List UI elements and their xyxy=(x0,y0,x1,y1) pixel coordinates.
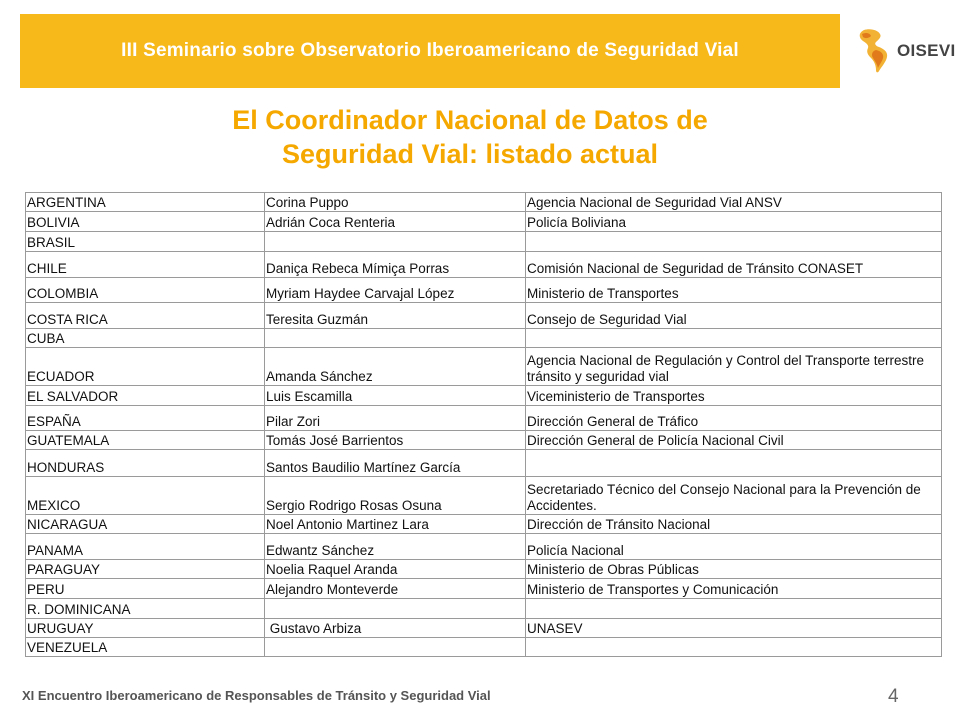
table-row xyxy=(26,232,942,252)
agency-cell: Comisión Nacional de Seguridad de Tránsito CONASET xyxy=(526,252,942,278)
title-line-1: El Coordinador Nacional de Datos de xyxy=(232,105,708,135)
agency-cell: UNASEV xyxy=(526,619,942,638)
agency-cell: Viceministerio de Transportes xyxy=(526,386,942,406)
agency-cell xyxy=(526,232,942,252)
table-row xyxy=(26,252,942,278)
agency-cell: Dirección de Tránsito Nacional xyxy=(526,515,942,534)
person-cell: Luis Escamilla xyxy=(265,386,526,406)
person-cell: Teresita Guzmán xyxy=(265,303,526,329)
coordinators-table xyxy=(25,192,942,657)
country-cell: CHILE xyxy=(26,252,265,278)
agency-cell: Policía Boliviana xyxy=(526,212,942,232)
country-cell: MEXICO xyxy=(26,477,265,515)
country-cell: URUGUAY xyxy=(26,619,265,638)
person-cell: Tomás José Barrientos xyxy=(265,431,526,450)
person-cell: Pilar Zori xyxy=(265,406,526,431)
country-cell: ARGENTINA xyxy=(26,193,265,212)
person-cell: Corina Puppo xyxy=(265,193,526,212)
table-row xyxy=(26,619,942,638)
table-row xyxy=(26,278,942,303)
person-cell: Alejandro Monteverde xyxy=(265,579,526,599)
country-cell: PARAGUAY xyxy=(26,560,265,579)
logo-text: OISEVI xyxy=(897,41,956,60)
person-cell: Santos Baudilio Martínez García xyxy=(265,450,526,477)
agency-cell: Dirección General de Tráfico xyxy=(526,406,942,431)
title-line-2: Seguridad Vial: listado actual xyxy=(281,139,659,169)
person-cell: Daniça Rebeca Mímiça Porras xyxy=(265,252,526,278)
person-cell: Myriam Haydee Carvajal López xyxy=(265,278,526,303)
country-cell: ECUADOR xyxy=(26,348,265,386)
agency-cell: Dirección General de Policía Nacional Civil xyxy=(526,431,942,450)
header-banner xyxy=(20,14,840,88)
table-row xyxy=(26,638,942,657)
country-cell: EL SALVADOR xyxy=(26,386,265,406)
person-cell: Edwantz Sánchez xyxy=(265,534,526,560)
agency-cell: Ministerio de Obras Públicas xyxy=(526,560,942,579)
country-cell: VENEZUELA xyxy=(26,638,265,657)
table-row xyxy=(26,193,942,212)
person-cell: Noel Antonio Martinez Lara xyxy=(265,515,526,534)
page-number: 4 xyxy=(888,686,899,707)
agency-cell: Secretariado Técnico del Consejo Nacional para la Prevención de Accidentes. xyxy=(526,477,942,515)
country-cell: COSTA RICA xyxy=(26,303,265,329)
agency-cell xyxy=(526,638,942,657)
page-title xyxy=(60,103,880,171)
table-row xyxy=(26,212,942,232)
agency-cell: Ministerio de Transportes y Comunicación xyxy=(526,579,942,599)
table-row xyxy=(26,406,942,431)
person-cell: Noelia Raquel Aranda xyxy=(265,560,526,579)
agency-cell xyxy=(526,599,942,619)
table-row xyxy=(26,599,942,619)
country-cell: NICARAGUA xyxy=(26,515,265,534)
agency-cell: Consejo de Seguridad Vial xyxy=(526,303,942,329)
oisevi-logo xyxy=(850,14,960,88)
table-row xyxy=(26,560,942,579)
agency-cell: Policía Nacional xyxy=(526,534,942,560)
country-cell: GUATEMALA xyxy=(26,431,265,450)
person-cell: Amanda Sánchez xyxy=(265,348,526,386)
agency-cell xyxy=(526,450,942,477)
table-row xyxy=(26,348,942,386)
person-cell xyxy=(265,232,526,252)
footer-text: XI Encuentro Iberoamericano de Responsables de Tránsito y Seguridad Vial xyxy=(22,688,491,703)
table-row xyxy=(26,477,942,515)
country-cell: BRASIL xyxy=(26,232,265,252)
table-row xyxy=(26,303,942,329)
agency-cell: Ministerio de Transportes xyxy=(526,278,942,303)
country-cell: R. DOMINICANA xyxy=(26,599,265,619)
table-row xyxy=(26,515,942,534)
person-cell xyxy=(265,329,526,348)
americas-map-icon xyxy=(856,28,896,74)
table-row xyxy=(26,431,942,450)
country-cell: BOLIVIA xyxy=(26,212,265,232)
person-cell xyxy=(265,638,526,657)
country-cell: CUBA xyxy=(26,329,265,348)
country-cell: COLOMBIA xyxy=(26,278,265,303)
person-cell: Sergio Rodrigo Rosas Osuna xyxy=(265,477,526,515)
agency-cell: Agencia Nacional de Regulación y Control del Transporte terrestre tránsito y seguridad vial xyxy=(526,348,942,386)
table-row xyxy=(26,329,942,348)
country-cell: ESPAÑA xyxy=(26,406,265,431)
country-cell: PANAMA xyxy=(26,534,265,560)
person-cell: Adrián Coca Renteria xyxy=(265,212,526,232)
person-cell: Gustavo Arbiza xyxy=(265,619,526,638)
table-row xyxy=(26,386,942,406)
banner-title: III Seminario sobre Observatorio Iberoamericano de Seguridad Vial xyxy=(121,40,739,61)
agency-cell xyxy=(526,329,942,348)
table-row xyxy=(26,450,942,477)
country-cell: HONDURAS xyxy=(26,450,265,477)
agency-cell: Agencia Nacional de Seguridad Vial ANSV xyxy=(526,193,942,212)
person-cell xyxy=(265,599,526,619)
table-row xyxy=(26,579,942,599)
table-row xyxy=(26,534,942,560)
country-cell: PERU xyxy=(26,579,265,599)
